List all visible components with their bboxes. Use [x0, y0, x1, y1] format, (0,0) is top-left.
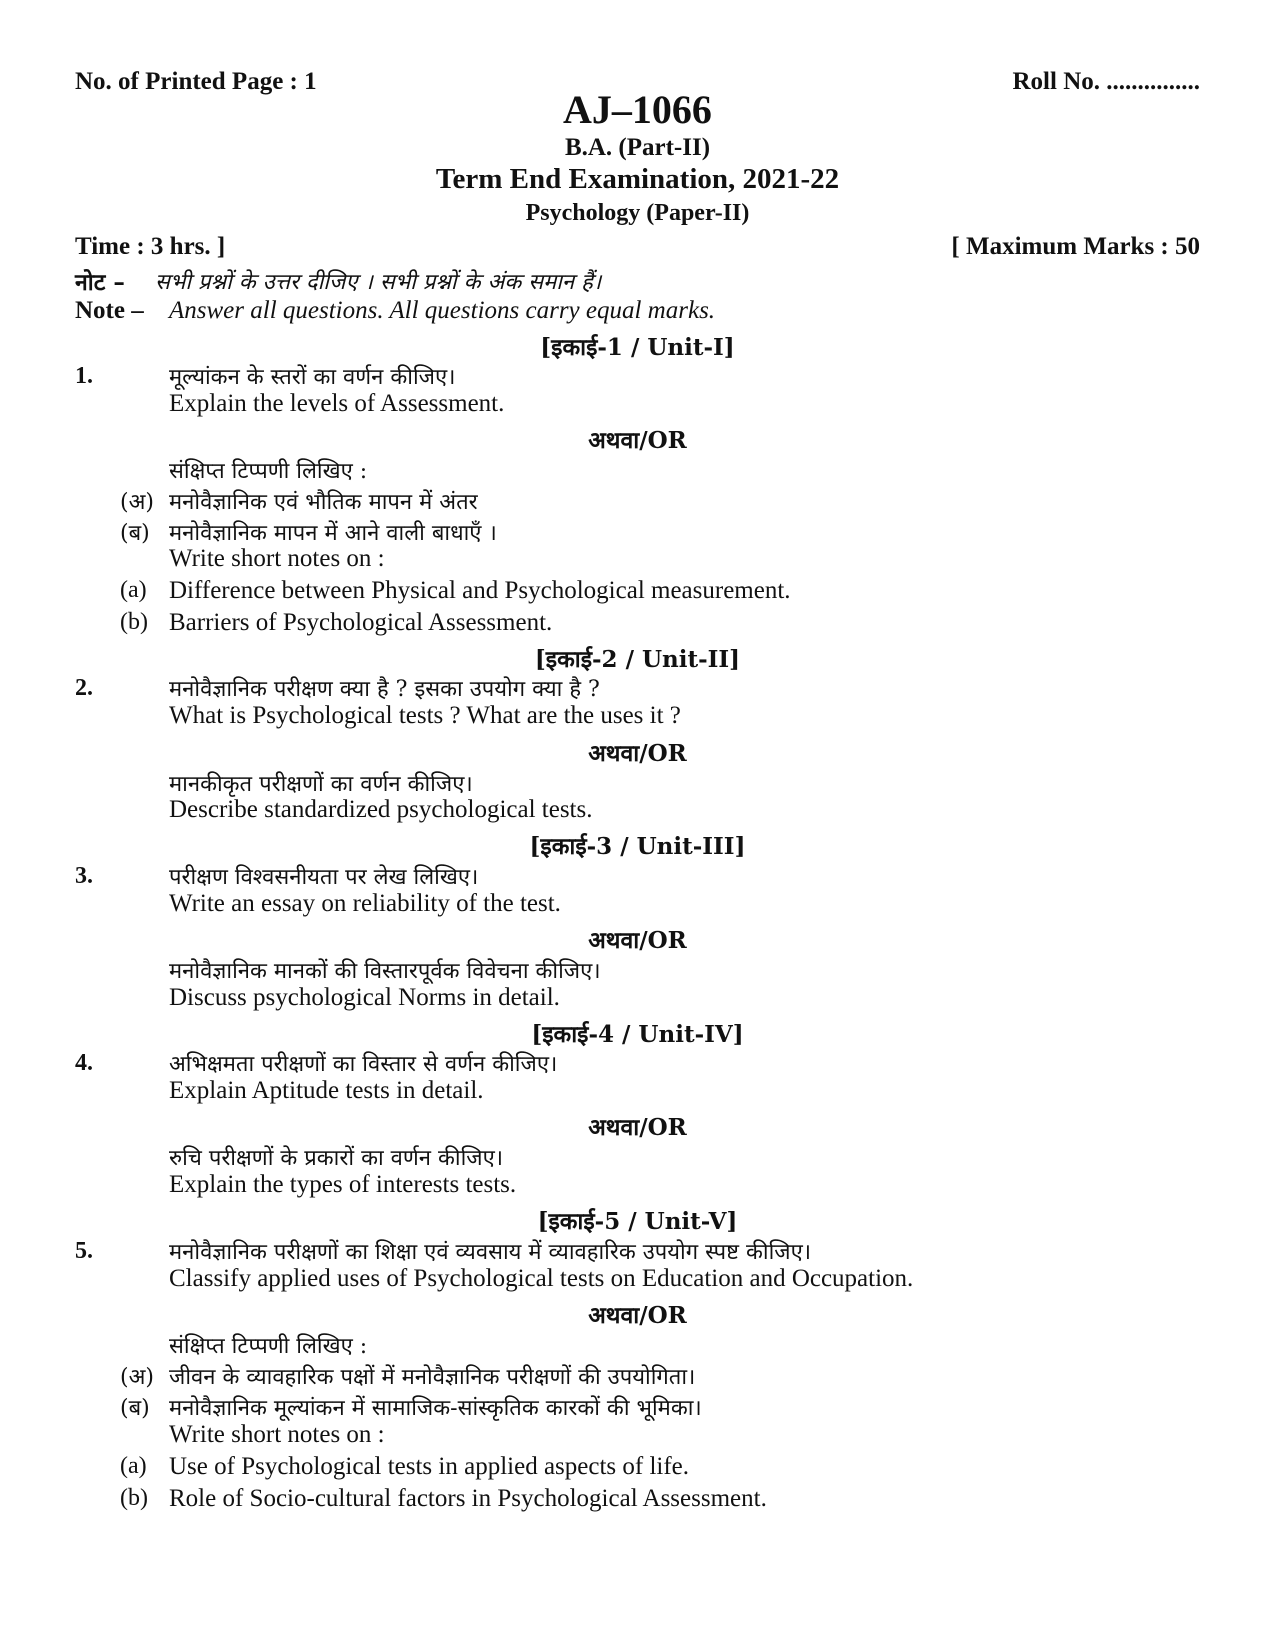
time-allowed: Time : 3 hrs. ] [75, 233, 226, 260]
question-1-hindi: मूल्यांकन के स्तरों का वर्णन कीजिए। [169, 365, 456, 390]
question-5-number: 5. [75, 1238, 93, 1264]
question-1-or-item-a-english: Difference between Physical and Psychological measurement. [169, 577, 791, 604]
question-4-hindi: अभिक्षमता परीक्षणों का विस्तार से वर्णन कीजिए। [169, 1052, 558, 1077]
question-1-english: Explain the levels of Assessment. [169, 390, 505, 417]
maximum-marks: [ Maximum Marks : 50 [951, 233, 1200, 260]
note-text-english: Answer all questions. All questions carry equal marks. [169, 297, 716, 324]
note-label-english: Note – [75, 297, 144, 324]
paper-code: AJ–1066 [563, 87, 712, 132]
unit-1-heading: [इकाई-1 / Unit-I] [540, 334, 735, 361]
unit-4-heading: [इकाई-4 / Unit-IV] [531, 1021, 744, 1048]
question-2-or-english: Describe standardized psychological tests. [169, 796, 593, 823]
subject-title: Psychology (Paper-II) [525, 200, 750, 226]
question-3-number: 3. [75, 863, 93, 889]
unit-3-heading: [इकाई-3 / Unit-III] [529, 833, 746, 860]
unit-5-heading: [इकाई-5 / Unit-V] [537, 1208, 738, 1235]
question-4-english: Explain Aptitude tests in detail. [169, 1077, 484, 1104]
or-separator: अथवा/OR [588, 1302, 687, 1329]
question-5-or-item-a-english: Use of Psychological tests in applied aspects of life. [169, 1453, 690, 1480]
question-4-number: 4. [75, 1050, 93, 1076]
question-5-or-item-b-hindi: मनोवैज्ञानिक मूल्यांकन में सामाजिक-सांस्कृतिक कारकों की भूमिका। [169, 1396, 702, 1421]
question-5-or-item-b-english: Role of Socio-cultural factors in Psychological Assessment. [169, 1485, 767, 1512]
printed-pages-label: No. of Printed Page : 1 [75, 68, 317, 95]
question-5-english: Classify applied uses of Psychological tests on Education and Occupation. [169, 1265, 914, 1292]
question-4-or-hindi: रुचि परीक्षणों के प्रकारों का वर्णन कीजिए। [169, 1146, 504, 1171]
question-4-or-english: Explain the types of interests tests. [169, 1171, 517, 1198]
question-5-or-item-a-hindi: जीवन के व्यावहारिक पक्षों में मनोवैज्ञानिक परीक्षणों की उपयोगिता। [169, 1365, 696, 1390]
question-5-or-intro-english: Write short notes on : [169, 1421, 385, 1448]
item-label: (अ) [120, 1365, 154, 1390]
item-label: (b) [120, 609, 148, 635]
question-1-or-intro-english: Write short notes on : [169, 545, 385, 572]
unit-2-heading: [इकाई-2 / Unit-II] [534, 646, 741, 673]
item-label: (b) [120, 1485, 148, 1511]
note-label-hindi: नोट – [75, 269, 125, 296]
question-3-or-english: Discuss psychological Norms in detail. [169, 984, 560, 1011]
question-1-number: 1. [75, 363, 93, 389]
or-separator: अथवा/OR [588, 427, 687, 454]
question-5-hindi: मनोवैज्ञानिक परीक्षणों का शिक्षा एवं व्यवसाय में व्यावहारिक उपयोग स्पष्ट कीजिए। [169, 1240, 812, 1265]
or-separator: अथवा/OR [588, 1114, 687, 1141]
question-3-hindi: परीक्षण विश्वसनीयता पर लेख लिखिए। [169, 865, 479, 890]
question-1-or-item-b-english: Barriers of Psychological Assessment. [169, 609, 553, 636]
item-label: (a) [120, 1453, 147, 1479]
item-label: (a) [120, 577, 147, 603]
question-3-or-hindi: मनोवैज्ञानिक मानकों की विस्तारपूर्वक विवेचना कीजिए। [169, 959, 601, 984]
item-label: (ब) [120, 1396, 150, 1421]
question-2-hindi: मनोवैज्ञानिक परीक्षण क्या है ? इसका उपयोग क्या है ? [169, 677, 600, 702]
item-label: (ब) [120, 521, 150, 546]
question-5-or-intro-hindi: संक्षिप्त टिप्पणी लिखिए : [169, 1334, 368, 1359]
item-label: (अ) [120, 490, 154, 515]
question-1-or-item-b-hindi: मनोवैज्ञानिक मापन में आने वाली बाधाएँ । [169, 521, 497, 546]
question-2-number: 2. [75, 675, 93, 701]
question-2-or-hindi: मानकीकृत परीक्षणों का वर्णन कीजिए। [169, 772, 473, 797]
note-text-hindi: सभी प्रश्नों के उत्तर दीजिए । सभी प्रश्नों के अंक समान हैं। [155, 270, 602, 295]
course-name: B.A. (Part-II) [564, 134, 711, 161]
or-separator: अथवा/OR [588, 740, 687, 767]
or-separator: अथवा/OR [588, 927, 687, 954]
question-1-or-item-a-hindi: मनोवैज्ञानिक एवं भौतिक मापन में अंतर [169, 490, 478, 515]
question-1-or-intro-hindi: संक्षिप्त टिप्पणी लिखिए : [169, 459, 368, 484]
exam-title: Term End Examination, 2021-22 [435, 163, 840, 195]
question-2-english: What is Psychological tests ? What are the uses it ? [169, 702, 681, 729]
roll-number-field: Roll No. ............... [1012, 68, 1200, 95]
question-3-english: Write an essay on reliability of the test. [169, 890, 561, 917]
